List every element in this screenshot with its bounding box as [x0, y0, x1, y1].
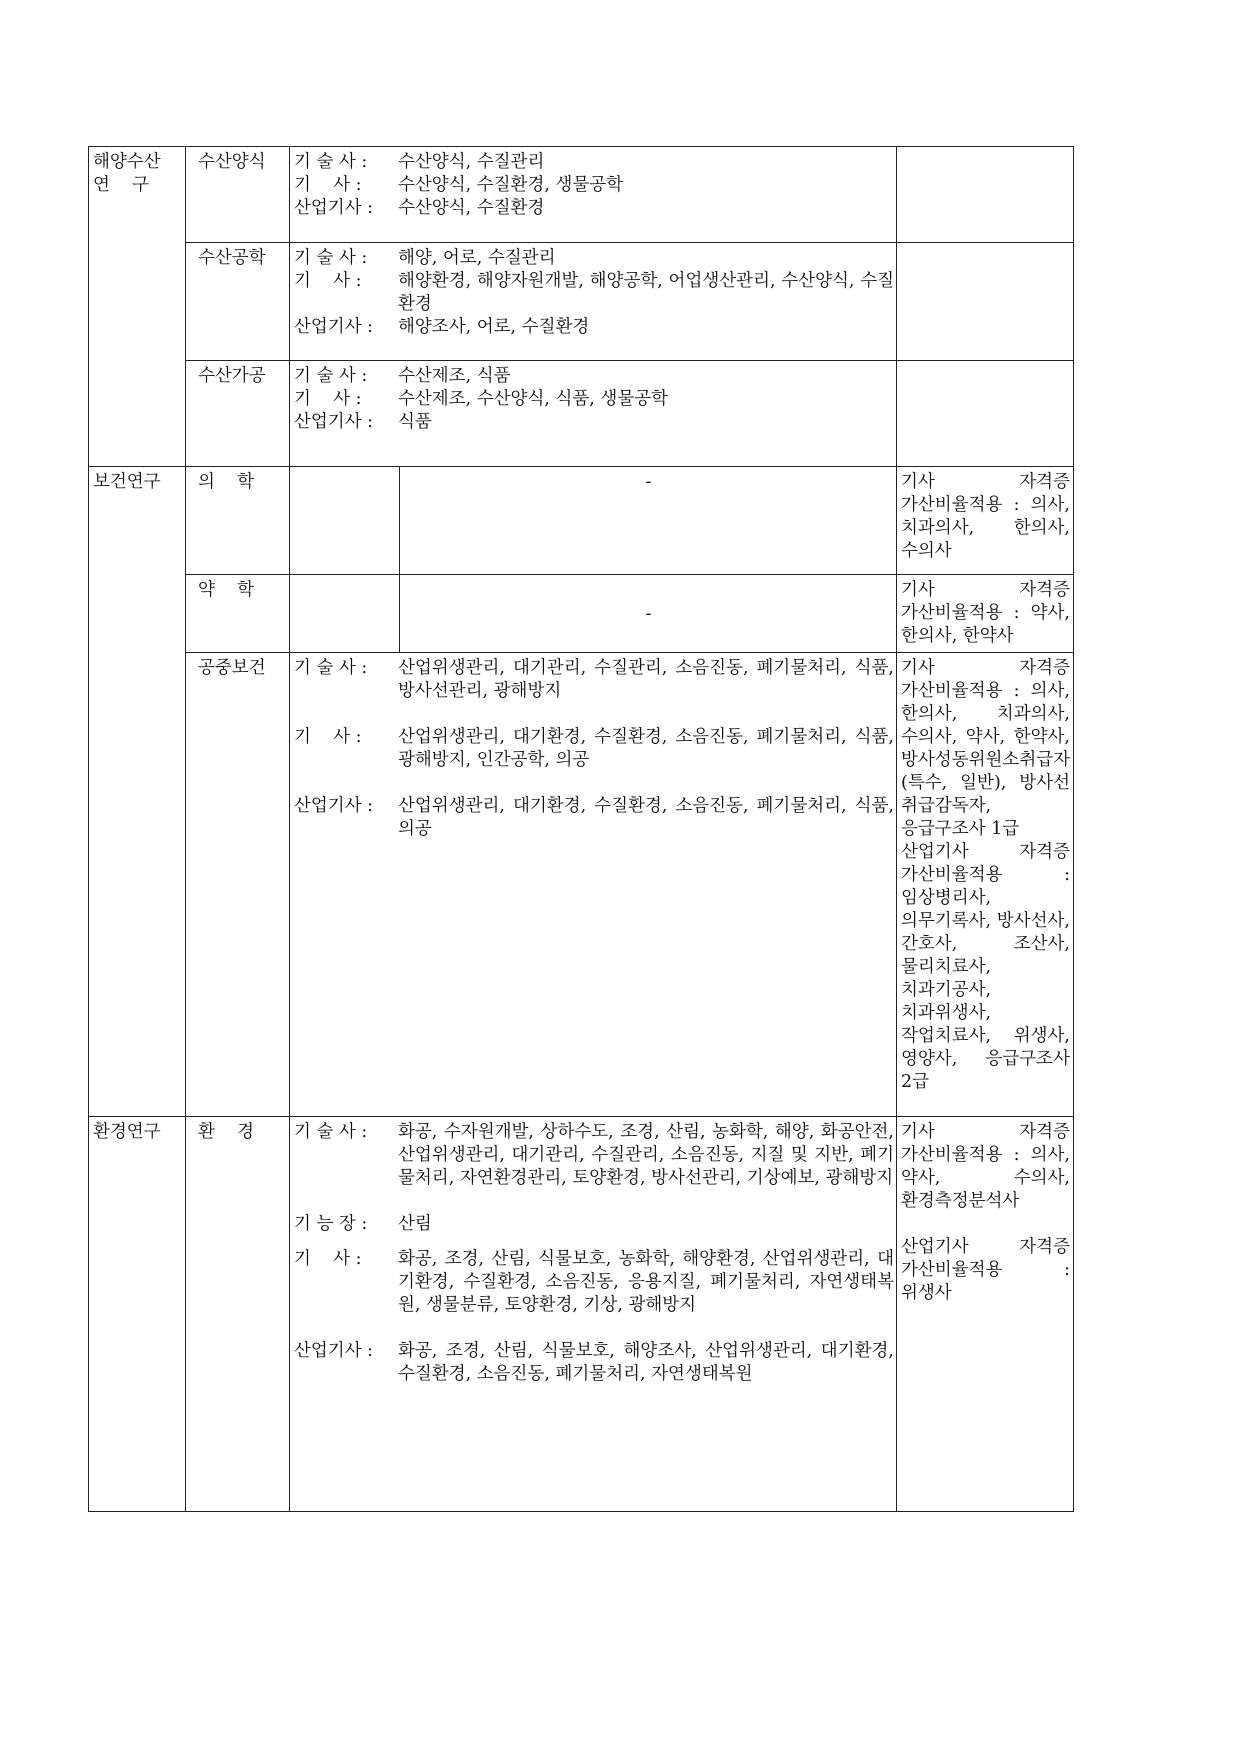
grade-line [294, 388, 894, 411]
grade-items: 해양환경, 해양자원개발, 해양공학, 어업생산관리, 수산양식, 수질환경 [398, 271, 894, 314]
grade-items: 수산양식, 수질환경, 생물공학 [398, 175, 624, 195]
category-cell [89, 467, 186, 1117]
grade-line [294, 247, 894, 270]
table-row [89, 361, 1074, 467]
grade-label: 기 사 : [294, 271, 362, 291]
grade-label: 기 술 사 : [294, 248, 368, 268]
grade-line [294, 197, 894, 220]
note-text: 기사 자격증 가산비율적용 : 약사, 한의사, 한약사 [901, 580, 1070, 646]
grade-label: 산업기사 : [294, 198, 374, 218]
note-text: 산업기사 자격증 가산비율적용 : 위생사 [901, 1237, 1070, 1303]
grades-cell [290, 147, 897, 243]
grade-items: 해양조사, 어로, 수질환경 [398, 317, 590, 337]
field-cell [186, 147, 290, 243]
grades-cell [290, 653, 897, 1117]
category-cell [89, 147, 186, 467]
field-cell [186, 575, 290, 653]
grade-line [294, 1213, 894, 1236]
grade-label: 기 사 : [294, 389, 362, 409]
grade-label: 기 능 장 : [294, 1214, 368, 1234]
grade-cell [290, 467, 400, 575]
grade-line [294, 726, 894, 772]
note-text: 기사 자격증 가산비율적용 : 의사, 약사, 수의사, 환경측정분석사 [901, 1122, 1070, 1211]
table-row [89, 1117, 1074, 1512]
field-cell [186, 361, 290, 467]
field-label: 수산가공 [198, 366, 266, 386]
note-cell [897, 361, 1074, 467]
note-text: 산업기사 자격증 가산비율적용 : 임상병리사, 의무기록사, 방사선사, 간호사, 조산사, 물리치료사, 치과기공사, 치과위생사, 작업치료사, 위생사, 영양사, 응급구조사 2급 [901, 842, 1070, 1092]
grade-cell [290, 575, 400, 653]
grade-items: 해양, 어로, 수질관리 [398, 248, 556, 268]
grade-line [294, 1340, 894, 1386]
field-label: 환 경 [198, 1122, 255, 1142]
grade-label: 기 술 사 : [294, 658, 368, 678]
grade-label: 기 술 사 : [294, 366, 368, 386]
grade-label: 기 술 사 : [294, 1122, 368, 1142]
field-cell [186, 467, 290, 575]
grade-items: 화공, 조경, 산림, 식물보호, 해양조사, 산업위생관리, 대기환경, 수질환경, 소음진동, 폐기물처리, 자연생태복원 [398, 1341, 894, 1384]
grade-line [294, 365, 894, 388]
note-cell [897, 147, 1074, 243]
grade-line [294, 1248, 894, 1317]
grade-line [294, 657, 894, 703]
category-label: 연 구 [93, 175, 150, 195]
table-row [89, 575, 1074, 653]
grade-line [294, 1121, 894, 1190]
field-label: 수산양식 [198, 152, 266, 172]
grade-line [294, 316, 894, 339]
grade-items: 산업위생관리, 대기환경, 수질환경, 소음진동, 폐기물처리, 식품, 광해방지, 인간공학, 의공 [398, 727, 894, 770]
items-cell [400, 467, 897, 575]
grade-label: 산업기사 : [294, 412, 374, 432]
table-row [89, 653, 1074, 1117]
qualification-table [88, 146, 1074, 1512]
grade-items: 산업위생관리, 대기환경, 수질환경, 소음진동, 폐기물처리, 식품, 의공 [398, 796, 894, 839]
table-row [89, 243, 1074, 361]
field-label: 수산공학 [198, 248, 266, 268]
note-text: 기사 자격증 가산비율적용 : 의사, 치과의사, 한의사, 수의사 [901, 472, 1070, 561]
category-label: 보건연구 [93, 472, 161, 492]
grade-label: 산업기사 : [294, 317, 374, 337]
grade-label: 기 술 사 : [294, 152, 368, 172]
grades-cell [290, 1117, 897, 1512]
note-cell [897, 653, 1074, 1117]
dash: - [645, 472, 652, 492]
grade-items: 화공, 수자원개발, 상하수도, 조경, 산림, 농화학, 해양, 화공안전, 산업위생관리, 대기관리, 수질관리, 소음진동, 지질 및 지반, 폐기물처리, 자연환경관리, 토양환경, 방사선관리, 기상예보, 광해방지 [398, 1122, 894, 1188]
field-cell [186, 243, 290, 361]
grade-items: 수산제조, 식품 [398, 366, 511, 386]
category-label: 해양수산 [93, 152, 161, 172]
grade-items: 산림 [398, 1214, 432, 1234]
field-label: 약 학 [198, 580, 255, 600]
grade-label: 산업기사 : [294, 796, 374, 816]
category-cell [89, 1117, 186, 1512]
grade-label: 기 사 : [294, 727, 362, 747]
table-row [89, 467, 1074, 575]
note-cell [897, 1117, 1074, 1512]
items-cell [400, 575, 897, 653]
grade-line [294, 411, 894, 434]
grades-cell [290, 361, 897, 467]
note-cell [897, 575, 1074, 653]
grade-items: 수산양식, 수질관리 [398, 152, 545, 172]
grade-items: 수산제조, 수산양식, 식품, 생물공학 [398, 389, 669, 409]
field-label: 의 학 [198, 472, 255, 492]
table-row [89, 147, 1074, 243]
grade-label: 기 사 : [294, 175, 362, 195]
grade-line [294, 174, 894, 197]
note-text: 기사 자격증 가산비율적용 : 의사, 한의사, 치과의사, 수의사, 약사, 한약사, 방사성동위원소취급자(특수, 일반), 방사선 취급감독자, 응급구조사 1급 [901, 658, 1071, 839]
category-label: 환경연구 [93, 1122, 161, 1142]
grade-items: 화공, 조경, 산림, 식물보호, 농화학, 해양환경, 산업위생관리, 대기환경, 수질환경, 소음진동, 응용지질, 폐기물처리, 자연생태복원, 생물분류, 토양환경, 기상, 광해방지 [398, 1249, 894, 1315]
note-cell [897, 243, 1074, 361]
grade-line [294, 151, 894, 174]
grade-label: 기 사 : [294, 1249, 362, 1269]
grade-line [294, 270, 894, 316]
grade-items: 산업위생관리, 대기관리, 수질관리, 소음진동, 폐기물처리, 식품, 방사선관리, 광해방지 [398, 658, 894, 701]
field-cell [186, 653, 290, 1117]
field-cell [186, 1117, 290, 1512]
note-cell [897, 467, 1074, 575]
field-label: 공중보건 [198, 658, 266, 678]
grade-line [294, 795, 894, 841]
grade-items: 수산양식, 수질환경 [398, 198, 545, 218]
dash: - [645, 603, 652, 624]
grade-items: 식품 [398, 412, 432, 432]
grade-label: 산업기사 : [294, 1341, 374, 1361]
grades-cell [290, 243, 897, 361]
